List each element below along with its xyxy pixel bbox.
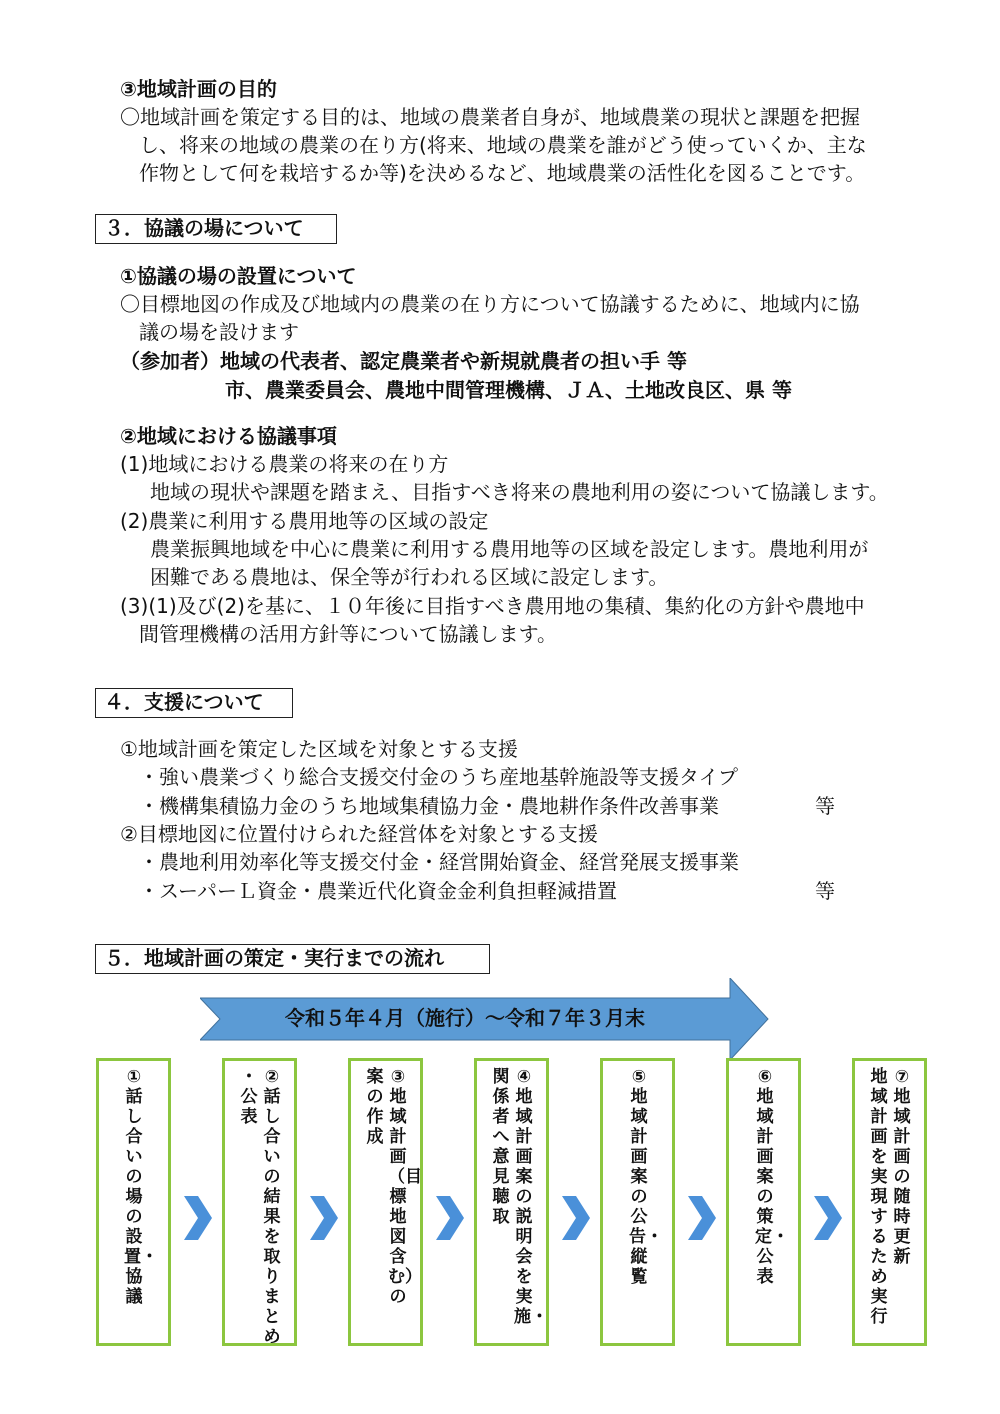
chevron-right-icon — [560, 1196, 592, 1240]
support-1-item-2: ・機構集積協力金のうち地域集積協力金・農地耕作条件改善事業 — [139, 794, 719, 818]
step-3-text: ③地域計画（目標地図含む）の — [388, 1067, 422, 1307]
step-6-box — [726, 1058, 801, 1346]
section3-title: ３．協議の場について — [95, 214, 337, 244]
step-2-box — [222, 1058, 297, 1346]
step-6-text: ⑥地域計画案の策定・公表 — [755, 1067, 789, 1287]
chevron-right-icon — [686, 1196, 718, 1240]
step-7-text: ⑦地域計画の随時更新 — [893, 1067, 911, 1267]
participants-line-2: 市、農業委員会、農地中間管理機構、ＪＡ、土地改良区、県 等 — [225, 378, 792, 402]
support-2-item-2-suffix: 等 — [815, 879, 835, 903]
topic-2-body-line-2: 困難である農地は、保全等が行われる区域に設定します。 — [150, 565, 669, 589]
step-3-box — [348, 1058, 423, 1346]
timeline-period: 令和５年４月（施行）～令和７年３月末 — [285, 1006, 645, 1030]
chevron-right-icon — [812, 1196, 844, 1240]
support-2-item-1: ・農地利用効率化等支援交付金・経営開始資金、経営発展支援事業 — [139, 850, 739, 874]
section3-sub1-line-1: 〇目標地図の作成及び地域内の農業の在り方について協議するために、地域内に協 — [120, 292, 860, 316]
topic-1-title: (1)地域における農業の将来の在り方 — [120, 452, 449, 476]
purpose-line-2: し、将来の地域の農業の在り方(将来、地域の農業を誰がどう使っていくか、主な — [139, 133, 867, 157]
step-4-text: ④地域計画案の説明会を実施・ — [514, 1067, 548, 1327]
step-5-text: ⑤地域計画案の公告・縦覧 — [629, 1067, 663, 1287]
support-1-item-2-suffix: 等 — [815, 794, 835, 818]
topic-2-title: (2)農業に利用する農用地等の区域の設定 — [120, 509, 489, 533]
topic-3-line-2: 間管理機構の活用方針等について協議します。 — [139, 622, 557, 646]
section4-title: ４．支援について — [95, 688, 293, 718]
support-1-heading: ①地域計画を策定した区域を対象とする支援 — [120, 737, 518, 761]
chevron-right-icon — [434, 1196, 466, 1240]
topic-1-body: 地域の現状や課題を踏まえ、目指すべき将来の農地利用の姿について協議します。 — [150, 480, 889, 504]
support-1-item-1: ・強い農業づくり総合支援交付金のうち産地基幹施設等支援タイプ — [139, 765, 738, 789]
chevron-right-icon — [182, 1196, 214, 1240]
step-5-box — [600, 1058, 675, 1346]
step-1-text: ①話し合いの場の設置・協議 — [124, 1067, 158, 1307]
step-4-text-2: 関係者へ意見聴取 — [492, 1067, 510, 1227]
step-2-text-2: ・公表 — [240, 1067, 258, 1127]
topic-3-line-1: (3)(1)及び(2)を基に、１０年後に目指すべき農用地の集積、集約化の方針や農地中 — [120, 594, 865, 618]
participants-label: （参加者）地域の代表者、認定農業者や新規就農者の担い手 等 — [120, 349, 687, 373]
purpose-line-3: 作物として何を栽培するか等)を決めるなど、地域農業の活性化を図ることです。 — [139, 161, 866, 185]
step-7-text-2: 地域計画を実現するため実行 — [870, 1067, 888, 1327]
chevron-right-icon — [308, 1196, 340, 1240]
support-2-heading: ②目標地図に位置付けられた経営体を対象とする支援 — [120, 822, 598, 846]
section5-title: ５．地域計画の策定・実行までの流れ — [95, 944, 490, 974]
step-1-box — [96, 1058, 171, 1346]
section3-sub2-heading: ②地域における協議事項 — [120, 424, 337, 448]
step-4-box — [474, 1058, 549, 1346]
step-7-box — [852, 1058, 927, 1346]
purpose-line-1: 〇地域計画を策定する目的は、地域の農業者自身が、地域農業の現状と課題を把握 — [120, 105, 860, 129]
support-2-item-2: ・スーパーＬ資金・農業近代化資金金利負担軽減措置 — [139, 879, 617, 903]
timeline-arrow — [200, 978, 770, 1060]
topic-2-body-line-1: 農業振興地域を中心に農業に利用する農用地等の区域を設定します。農地利用が — [150, 537, 869, 561]
section3-sub1-line-2: 議の場を設けます — [139, 320, 299, 344]
step-2-text: ②話し合いの結果を取りまとめ — [263, 1067, 281, 1347]
section3-sub1-heading: ①協議の場の設置について — [120, 264, 357, 288]
step-3-text-2: 案の作成 — [366, 1067, 384, 1147]
purpose-heading: ③地域計画の目的 — [120, 77, 277, 101]
